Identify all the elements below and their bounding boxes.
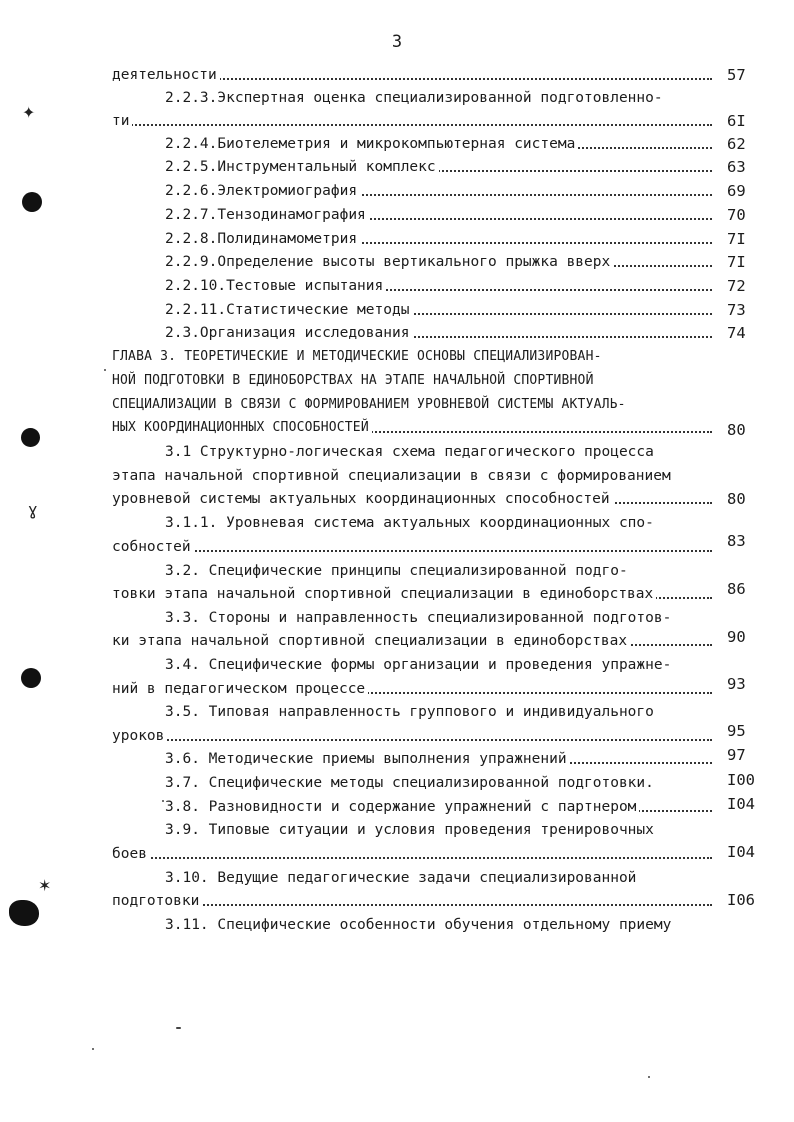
toc-page: 97: [727, 746, 746, 764]
chapter-heading-line: ГЛАВА 3. ТЕОРЕТИЧЕСКИЕ И МЕТОДИЧЕСКИЕ ОСНОВЫ СПЕЦИАЛИЗИРОВАН-: [112, 349, 602, 364]
speck-mark: [648, 1076, 650, 1078]
toc-line: боев: [112, 844, 712, 864]
speck-mark: [162, 800, 164, 802]
toc-page: I04: [727, 795, 755, 813]
toc-line: 2.2.8.Полидинамометрия: [165, 229, 712, 249]
toc-page: 95: [727, 722, 746, 740]
punch-hole-mark: [22, 192, 42, 212]
speck-mark: [176, 1027, 181, 1029]
toc-line: 2.2.3.Экспертная оценка специализированной подготовленно-: [165, 90, 663, 106]
toc-line: 2.2.7.Тензодинамография: [165, 205, 712, 225]
toc-line: 3.1 Структурно-логическая схема педагогического процесса: [165, 444, 654, 460]
toc-line: 3.2. Специфические принципы специализированной подго-: [165, 563, 628, 579]
speck-mark: [92, 1048, 94, 1050]
toc-line: 3.8. Разновидности и содержание упражнений с партнером: [165, 797, 712, 817]
toc-line: 3.4. Специфические формы организации и проведения упражне-: [165, 657, 672, 673]
toc-page: 69: [727, 182, 746, 200]
toc-page: 72: [727, 277, 746, 295]
toc-page: 6I: [727, 112, 746, 130]
toc-line: уровневой системы актуальных координационных способностей: [112, 489, 712, 509]
punch-hole-mark: [9, 900, 39, 926]
page-number: 3: [391, 32, 403, 52]
toc-line: ки этапа начальной спортивной специализации в единоборствах: [112, 631, 712, 651]
speck-mark: ɣ: [28, 500, 38, 519]
toc-page: 74: [727, 324, 746, 342]
speck-mark: [104, 369, 106, 371]
toc-page: 86: [727, 580, 746, 598]
toc-line: 2.3.Организация исследования: [165, 323, 712, 343]
toc-line: 3.10. Ведущие педагогические задачи специализированной: [165, 870, 637, 886]
toc-line: 2.2.9.Определение высоты вертикального прыжка вверх: [165, 252, 712, 272]
toc-line: 3.6. Методические приемы выполнения упражнений: [165, 749, 712, 769]
toc-page: 7I: [727, 230, 746, 248]
toc-line: 3.5. Типовая направленность группового и индивидуального: [165, 704, 654, 720]
toc-line: 3.7. Специфические методы специализированной подготовки.: [165, 775, 654, 791]
toc-page: 80: [727, 421, 746, 439]
toc-page: 63: [727, 158, 746, 176]
toc-page: 93: [727, 675, 746, 693]
chapter-heading-line: НЫХ КООРДИНАЦИОННЫХ СПОСОБНОСТЕЙ: [112, 418, 712, 438]
toc-page: 80: [727, 490, 746, 508]
chapter-heading-line: СПЕЦИАЛИЗАЦИИ В СВЯЗИ С ФОРМИРОВАНИЕМ УРОВНЕВОЙ СИСТЕМЫ АКТУАЛЬ-: [112, 397, 626, 412]
toc-line: 2.2.10.Тестовые испытания: [165, 276, 712, 296]
toc-line: собностей: [112, 537, 712, 557]
toc-page: I06: [727, 891, 755, 909]
toc-page: 62: [727, 135, 746, 153]
toc-line: 3.3. Стороны и направленность специализированной подготов-: [165, 610, 672, 626]
toc-line: этапа начальной спортивной специализации в связи с формированием: [112, 468, 671, 484]
toc-line: 3.1.1. Уровневая система актуальных координационных спо-: [165, 515, 654, 531]
speck-mark: ✶: [38, 876, 52, 895]
toc-page: 57: [727, 66, 746, 84]
speck-mark: ✦: [22, 103, 36, 122]
toc-page: 73: [727, 301, 746, 319]
toc-page: 90: [727, 628, 746, 646]
chapter-heading-line: НОЙ ПОДГОТОВКИ В ЕДИНОБОРСТВАХ НА ЭТАПЕ НАЧАЛЬНОЙ СПОРТИВНОЙ: [112, 373, 594, 388]
toc-page: I00: [727, 771, 755, 789]
toc-line: 2.2.11.Статистические методы: [165, 300, 712, 320]
punch-hole-mark: [21, 428, 40, 447]
toc-line: деятельности: [112, 65, 712, 85]
toc-page: 70: [727, 206, 746, 224]
toc-line: 3.11. Специфические особенности обучения отдельному приему: [165, 917, 672, 933]
toc-line: 2.2.6.Электромиография: [165, 181, 712, 201]
toc-line: 2.2.5.Инструментальный комплекс: [165, 157, 712, 177]
toc-page: 83: [727, 532, 746, 550]
toc-line: ти: [112, 111, 712, 131]
punch-hole-mark: [21, 668, 41, 688]
toc-page: 7I: [727, 253, 746, 271]
toc-line: 2.2.4.Биотелеметрия и микрокомпьютерная система: [165, 134, 712, 154]
toc-line: 3.9. Типовые ситуации и условия проведения тренировочных: [165, 822, 654, 838]
toc-page: I04: [727, 843, 755, 861]
toc-line: уроков: [112, 726, 712, 746]
toc-line: подготовки: [112, 891, 712, 911]
toc-line: ний в педагогическом процессе: [112, 679, 712, 699]
toc-line: товки этапа начальной спортивной специализации в единоборствах: [112, 584, 712, 604]
